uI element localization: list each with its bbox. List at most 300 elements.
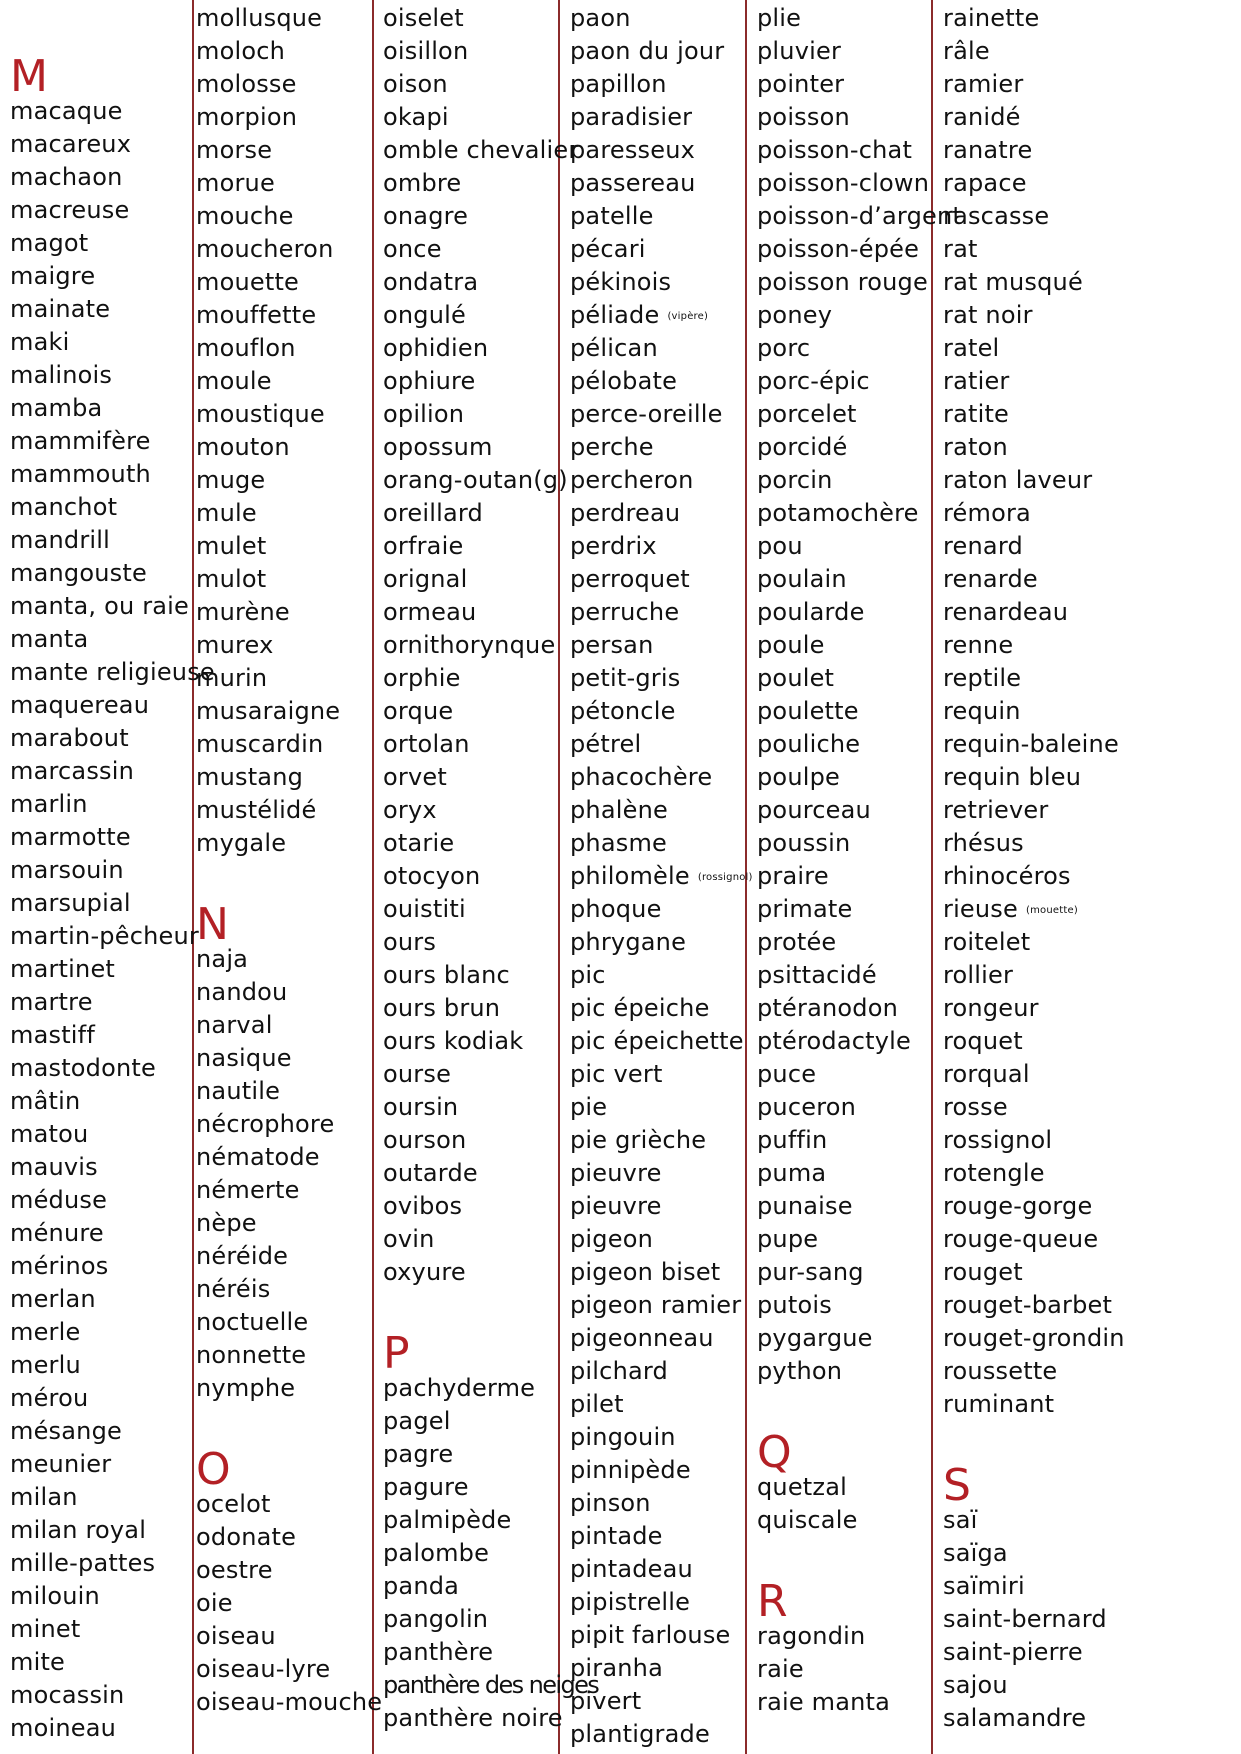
animal-entry — [757, 68, 929, 101]
animal-name: murène — [196, 598, 290, 626]
animal-entry — [196, 1554, 370, 1587]
animal-entry — [10, 1679, 190, 1712]
animal-entry — [570, 1685, 742, 1718]
animal-entry — [383, 1504, 555, 1537]
animal-entry — [757, 596, 929, 629]
animal-name: paon — [570, 4, 631, 32]
animal-name: molosse — [196, 70, 297, 98]
animal-entry — [943, 992, 1239, 1025]
animal-name: martre — [10, 988, 93, 1016]
animal-name: pangolin — [383, 1605, 489, 1633]
animal-entry — [757, 794, 929, 827]
animal-entry — [383, 827, 555, 860]
animal-name: poulet — [757, 664, 835, 692]
animal-name: néréis — [196, 1275, 271, 1303]
animal-entry — [570, 1223, 742, 1256]
animal-entry — [757, 1025, 929, 1058]
animal-entry — [383, 728, 555, 761]
animal-entry — [570, 167, 742, 200]
animal-entry — [196, 1686, 383, 1719]
animal-name: oiseau-mouche — [196, 1688, 383, 1716]
animal-entry — [383, 1471, 555, 1504]
animal-entry — [757, 200, 962, 233]
animal-entry — [570, 1289, 742, 1322]
animal-entry — [10, 722, 190, 755]
animal-entry — [943, 794, 1239, 827]
animal-entry — [10, 623, 190, 656]
animal-name: rémora — [943, 499, 1031, 527]
animal-entry — [943, 167, 1239, 200]
animal-name: pupe — [757, 1225, 819, 1253]
animal-entry — [943, 1537, 1239, 1570]
animal-name: ondatra — [383, 268, 479, 296]
animal-entry — [943, 68, 1239, 101]
animal-name: perruche — [570, 598, 680, 626]
animal-name: primate — [757, 895, 853, 923]
animal-entry — [196, 1372, 370, 1405]
animal-entry — [196, 398, 370, 431]
animal-entry — [570, 761, 742, 794]
animal-name: péliade — [570, 301, 660, 329]
animal-entry — [383, 959, 555, 992]
animal-entry — [196, 1488, 370, 1521]
animal-name: rosse — [943, 1093, 1008, 1121]
animal-name: ongulé — [383, 301, 466, 329]
animal-name: macareux — [10, 130, 132, 158]
animal-entry — [10, 359, 190, 392]
animal-entry — [757, 662, 929, 695]
animal-name: ranidé — [943, 103, 1021, 131]
animal-name: nandou — [196, 978, 288, 1006]
animal-name: nonnette — [196, 1341, 307, 1369]
animal-name: poulain — [757, 565, 847, 593]
animal-entry — [943, 530, 1239, 563]
animal-entry — [570, 398, 742, 431]
animal-entry — [943, 398, 1239, 431]
animal-name: potamochère — [757, 499, 919, 527]
animal-name: mouette — [196, 268, 300, 296]
animal-entry — [943, 464, 1239, 497]
animal-name: mule — [196, 499, 257, 527]
animal-entry — [943, 1223, 1239, 1256]
animal-entry — [10, 1085, 190, 1118]
animal-name: ophidien — [383, 334, 489, 362]
animal-name: moucheron — [196, 235, 334, 263]
animal-name: pingouin — [570, 1423, 676, 1451]
animal-name: oxyure — [383, 1258, 466, 1286]
animal-name: phalène — [570, 796, 668, 824]
animal-name: saï — [943, 1506, 978, 1534]
animal-name: méduse — [10, 1186, 108, 1214]
animal-entry — [196, 1273, 370, 1306]
column-divider — [931, 0, 933, 1754]
animal-entry — [943, 1570, 1239, 1603]
animal-name: milouin — [10, 1582, 100, 1610]
animal-name: mollusque — [196, 4, 323, 32]
animal-entry — [383, 629, 555, 662]
animal-name: oestre — [196, 1556, 273, 1584]
animal-entry — [570, 1586, 742, 1619]
animal-entry — [196, 134, 370, 167]
word-list — [196, 943, 370, 1405]
animal-name: macreuse — [10, 196, 130, 224]
animal-name: nécrophore — [196, 1110, 335, 1138]
animal-entry — [943, 860, 1239, 893]
animal-name: ours blanc — [383, 961, 510, 989]
animal-entry — [757, 167, 929, 200]
animal-entry — [757, 695, 929, 728]
animal-entry — [383, 1256, 555, 1289]
animal-entry — [383, 332, 555, 365]
animal-entry — [196, 233, 370, 266]
animal-entry — [383, 1636, 555, 1669]
animal-name: ours — [383, 928, 437, 956]
animal-entry — [943, 827, 1239, 860]
animal-name: nèpe — [196, 1209, 257, 1237]
animal-entry — [570, 1421, 742, 1454]
animal-entry — [10, 854, 190, 887]
animal-entry — [570, 959, 742, 992]
animal-entry — [757, 1504, 929, 1537]
animal-name: pagure — [383, 1473, 469, 1501]
animal-name: plantigrade — [570, 1720, 710, 1748]
animal-name: oryx — [383, 796, 437, 824]
animal-name: merle — [10, 1318, 81, 1346]
animal-entry — [383, 860, 555, 893]
word-list — [383, 2, 579, 1289]
animal-name: pinnipède — [570, 1456, 691, 1484]
animal-name: pigeonneau — [570, 1324, 714, 1352]
animal-entry — [757, 827, 929, 860]
animal-entry — [196, 35, 370, 68]
animal-entry — [196, 1587, 370, 1620]
animal-entry — [757, 860, 929, 893]
animal-entry — [943, 1702, 1239, 1735]
animal-entry — [757, 2, 929, 35]
animal-name: rainette — [943, 4, 1040, 32]
animal-name: pinson — [570, 1489, 651, 1517]
animal-name: retriever — [943, 796, 1049, 824]
animal-entry — [570, 728, 742, 761]
animal-entry — [570, 233, 742, 266]
animal-name: mastiff — [10, 1021, 95, 1049]
animal-entry — [383, 1058, 555, 1091]
animal-entry — [383, 1025, 555, 1058]
animal-name: murin — [196, 664, 268, 692]
animal-entry — [570, 662, 742, 695]
animal-entry — [757, 101, 929, 134]
word-list — [570, 2, 753, 1751]
animal-entry — [383, 1405, 555, 1438]
animal-entry — [570, 596, 742, 629]
animal-entry — [570, 1520, 742, 1553]
animal-entry — [196, 1009, 370, 1042]
animal-name: paresseux — [570, 136, 696, 164]
animal-entry — [383, 1157, 555, 1190]
animal-entry — [383, 365, 555, 398]
animal-name: pointer — [757, 70, 845, 98]
animal-name: poisson-clown — [757, 169, 930, 197]
animal-name: rollier — [943, 961, 1014, 989]
animal-name: morpion — [196, 103, 298, 131]
animal-entry — [10, 1415, 190, 1448]
animal-entry — [196, 695, 370, 728]
animal-name: moloch — [196, 37, 286, 65]
animal-entry — [943, 1058, 1239, 1091]
animal-entry — [10, 1052, 190, 1085]
animal-entry — [570, 1124, 742, 1157]
animal-entry — [196, 299, 370, 332]
animal-name: pékinois — [570, 268, 672, 296]
animal-entry — [570, 332, 742, 365]
animal-entry — [10, 194, 190, 227]
animal-name: narval — [196, 1011, 273, 1039]
animal-name: paradisier — [570, 103, 693, 131]
animal-entry — [570, 101, 742, 134]
animal-name: nématode — [196, 1143, 320, 1171]
animal-entry — [383, 464, 568, 497]
animal-entry — [570, 299, 742, 332]
animal-name: panda — [383, 1572, 460, 1600]
animal-name: poisson-épée — [757, 235, 920, 263]
animal-name: mite — [10, 1648, 66, 1676]
animal-entry — [383, 794, 555, 827]
animal-entry — [383, 2, 555, 35]
animal-name: mainate — [10, 295, 111, 323]
animal-name: marsouin — [10, 856, 124, 884]
animal-name: nasique — [196, 1044, 292, 1072]
animal-entry — [196, 530, 370, 563]
animal-name: puceron — [757, 1093, 857, 1121]
animal-name: magot — [10, 229, 89, 257]
animal-entry — [757, 233, 929, 266]
animal-entry — [383, 431, 555, 464]
animal-name: phrygane — [570, 928, 687, 956]
animal-entry — [943, 332, 1239, 365]
animal-entry — [757, 926, 929, 959]
animal-name: pourceau — [757, 796, 871, 824]
animal-name: musaraigne — [196, 697, 341, 725]
animal-name: onagre — [383, 202, 469, 230]
word-list — [943, 1504, 1239, 1735]
animal-name: pic — [570, 961, 606, 989]
animal-name: perche — [570, 433, 654, 461]
animal-entry — [570, 827, 742, 860]
animal-name: opossum — [383, 433, 493, 461]
animal-entry — [757, 1157, 929, 1190]
animal-name: merlan — [10, 1285, 96, 1313]
animal-name: rongeur — [943, 994, 1039, 1022]
animal-name: phasme — [570, 829, 668, 857]
animal-name: okapi — [383, 103, 449, 131]
animal-entry — [757, 959, 929, 992]
column-6 — [943, 0, 1239, 1754]
animal-entry — [570, 464, 742, 497]
animal-name: manchot — [10, 493, 118, 521]
animal-entry — [570, 1388, 742, 1421]
animal-name: mouflon — [196, 334, 296, 362]
animal-entry — [10, 128, 190, 161]
word-list — [943, 2, 1239, 1421]
animal-name: outarde — [383, 1159, 478, 1187]
animal-name: milan — [10, 1483, 78, 1511]
animal-name: manta — [10, 625, 89, 653]
animal-entry — [757, 1058, 929, 1091]
animal-name: perdreau — [570, 499, 681, 527]
animal-entry — [570, 563, 742, 596]
animal-entry — [943, 1603, 1239, 1636]
animal-entry — [10, 95, 190, 128]
animal-entry — [570, 992, 742, 1025]
animal-name: protée — [757, 928, 837, 956]
animal-name: sajou — [943, 1671, 1008, 1699]
animal-entry — [383, 1669, 599, 1702]
animal-name: pigeon ramier — [570, 1291, 742, 1319]
animal-name: pétoncle — [570, 697, 676, 725]
animal-name: ornithorynque — [383, 631, 556, 659]
animal-entry — [383, 1091, 555, 1124]
animal-entry — [383, 1223, 555, 1256]
animal-entry — [383, 134, 579, 167]
animal-entry — [570, 1322, 742, 1355]
animal-name: nymphe — [196, 1374, 296, 1402]
animal-name: oiselet — [383, 4, 464, 32]
entry-note: (mouette) — [1025, 904, 1078, 916]
animal-entry — [943, 1504, 1239, 1537]
animal-entry — [10, 1712, 190, 1745]
word-list — [757, 1471, 929, 1537]
animal-name: mérinos — [10, 1252, 109, 1280]
animal-entry — [943, 629, 1239, 662]
column-4 — [570, 0, 753, 1754]
animal-name: saint-bernard — [943, 1605, 1107, 1633]
animal-name: ortolan — [383, 730, 470, 758]
animal-name: maigre — [10, 262, 96, 290]
animal-name: pou — [757, 532, 803, 560]
animal-entry — [10, 326, 190, 359]
animal-name: ménure — [10, 1219, 104, 1247]
animal-entry — [10, 425, 190, 458]
animal-name: porcelet — [757, 400, 857, 428]
animal-name: noctuelle — [196, 1308, 309, 1336]
animal-name: perdrix — [570, 532, 657, 560]
animal-name: rouget-grondin — [943, 1324, 1125, 1352]
animal-entry — [10, 1118, 190, 1151]
animal-name: pintadeau — [570, 1555, 693, 1583]
animal-entry — [10, 260, 190, 293]
animal-name: perce-oreille — [570, 400, 723, 428]
animal-entry — [196, 1240, 370, 1273]
animal-name: mustang — [196, 763, 304, 791]
animal-entry — [757, 299, 929, 332]
animal-name: pouliche — [757, 730, 861, 758]
animal-entry — [196, 761, 370, 794]
animal-entry — [383, 695, 555, 728]
animal-entry — [196, 101, 370, 134]
animal-entry — [943, 1322, 1239, 1355]
animal-entry — [196, 728, 370, 761]
animal-name: poule — [757, 631, 825, 659]
animal-entry — [570, 893, 742, 926]
animal-name: mérou — [10, 1384, 89, 1412]
animal-name: plie — [757, 4, 802, 32]
animal-entry — [10, 1613, 190, 1646]
animal-name: ophiure — [383, 367, 476, 395]
animal-entry — [196, 1141, 370, 1174]
animal-name: pivert — [570, 1687, 642, 1715]
animal-name: pagel — [383, 1407, 451, 1435]
animal-name: ragondin — [757, 1622, 866, 1650]
animal-name: pieuvre — [570, 1159, 662, 1187]
animal-name: quetzal — [757, 1473, 847, 1501]
animal-name: mouton — [196, 433, 290, 461]
animal-entry — [943, 299, 1239, 332]
animal-name: rascasse — [943, 202, 1050, 230]
animal-entry — [757, 1322, 929, 1355]
animal-name: marabout — [10, 724, 129, 752]
animal-name: pic épeichette — [570, 1027, 744, 1055]
animal-name: muscardin — [196, 730, 324, 758]
animal-entry — [383, 893, 555, 926]
animal-entry — [570, 1454, 742, 1487]
section-letter-r: R — [757, 1576, 788, 1627]
animal-name: oie — [196, 1589, 233, 1617]
animal-entry — [10, 227, 190, 260]
animal-entry — [570, 860, 753, 893]
animal-entry — [196, 1174, 370, 1207]
animal-entry — [943, 1190, 1239, 1223]
animal-name: renardeau — [943, 598, 1069, 626]
animal-entry — [383, 596, 555, 629]
animal-entry — [757, 728, 929, 761]
animal-entry — [196, 1207, 370, 1240]
animal-entry — [570, 1487, 742, 1520]
animal-entry — [943, 1256, 1239, 1289]
animal-name: phacochère — [570, 763, 713, 791]
animal-entry — [757, 992, 929, 1025]
animal-entry — [943, 926, 1239, 959]
animal-entry — [383, 1372, 555, 1405]
animal-name: porc — [757, 334, 811, 362]
animal-entry — [10, 656, 215, 689]
animal-name: rossignol — [943, 1126, 1053, 1154]
animal-name: poney — [757, 301, 833, 329]
animal-name: passereau — [570, 169, 696, 197]
animal-entry — [10, 491, 190, 524]
animal-entry — [383, 398, 555, 431]
animal-name: roquet — [943, 1027, 1023, 1055]
column-2 — [196, 0, 383, 1754]
animal-name: pic épeiche — [570, 994, 710, 1022]
animal-name: puma — [757, 1159, 827, 1187]
animal-entry — [757, 35, 929, 68]
animal-entry — [10, 590, 190, 623]
animal-name: reptile — [943, 664, 1022, 692]
animal-name: oison — [383, 70, 448, 98]
animal-name: quiscale — [757, 1506, 858, 1534]
animal-entry — [196, 629, 370, 662]
animal-entry — [383, 68, 555, 101]
animal-name: oursin — [383, 1093, 459, 1121]
animal-entry — [943, 200, 1239, 233]
animal-entry — [757, 1289, 929, 1322]
animal-name: mille-pattes — [10, 1549, 156, 1577]
animal-name: mulot — [196, 565, 267, 593]
animal-name: mangouste — [10, 559, 147, 587]
animal-entry — [10, 392, 190, 425]
animal-name: rapace — [943, 169, 1027, 197]
animal-entry — [757, 431, 929, 464]
